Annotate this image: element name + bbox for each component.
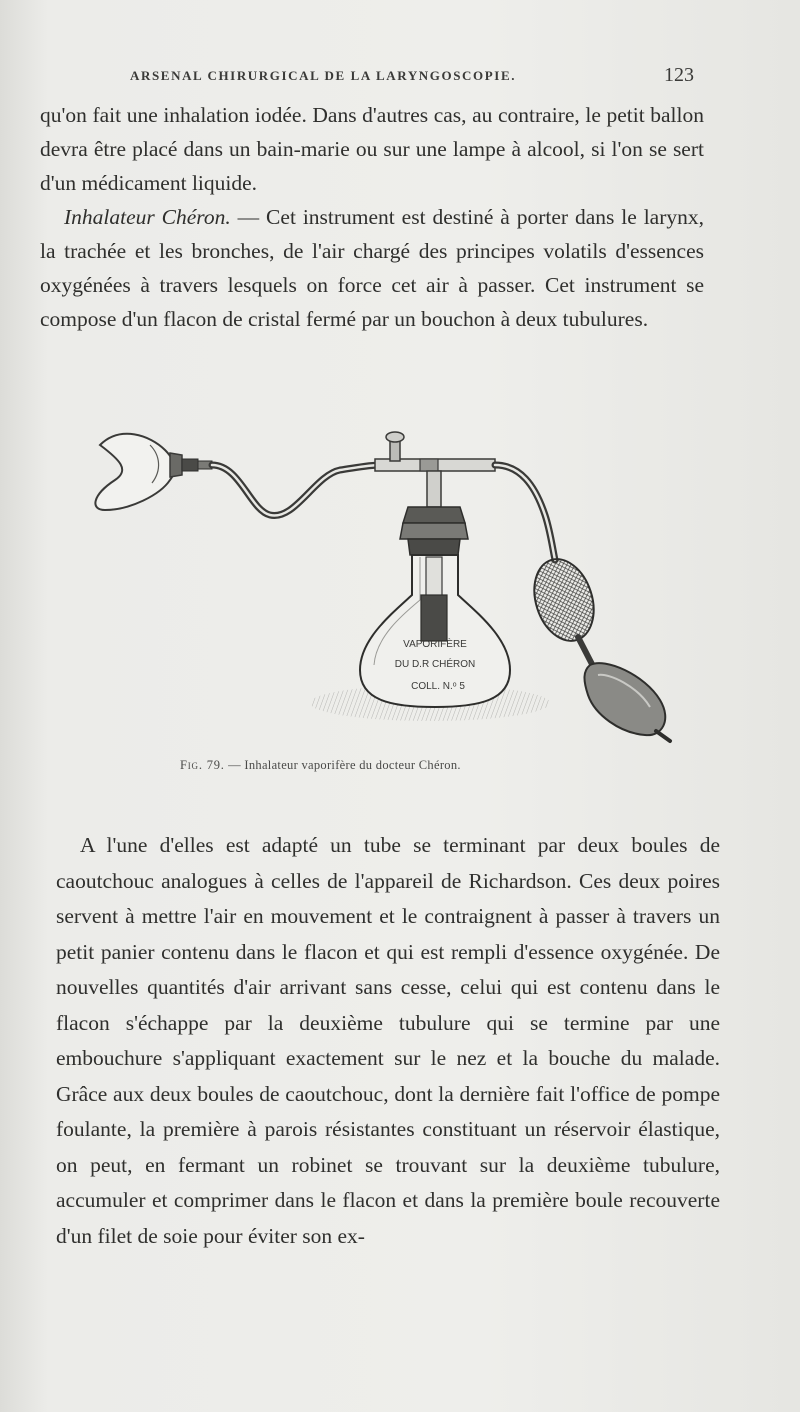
mouthpiece	[95, 434, 212, 510]
inhaler-engraving	[90, 415, 690, 755]
page-header	[130, 64, 700, 88]
pump-bulb	[584, 663, 670, 741]
inhalateur-title: Inhalateur Chéron.	[64, 205, 231, 229]
mesh-reservoir-bulb	[524, 551, 603, 670]
bottle-stopper	[400, 471, 468, 555]
bottom-text-block	[56, 828, 720, 1254]
bottle-label-line3: COLL. N.ᵒ 5	[411, 681, 465, 692]
figure-number: Fig. 79.	[180, 758, 225, 772]
figure-inhaler-illustration	[90, 415, 690, 755]
top-text-block	[40, 98, 704, 336]
figure-caption	[180, 758, 660, 773]
inhalateur-paragraph	[40, 200, 704, 336]
inhalateur-body: — Cet instrument est destiné à porter dans le larynx, la trachée et les bronches, de l'air chargé des principes volatils d'essences oxygénées à travers lesquels on force cet air à passer. Cet instrument se compose d'un flacon de cristal fermé par un bouchon à deux tubulures.	[40, 205, 704, 331]
glass-flask	[360, 555, 510, 707]
body-paragraph: A l'une d'elles est adapté un tube se terminant par deux boules de caoutchouc analogues à celles de l'appareil de Richardson. Ces deux poires servent à mettre l'air en mouvement et le contraignent à passer à travers un petit panier contenu dans le flacon et qui est rempli d'essence oxygénée. De nouvelles quantités d'air arrivant sans cesse, celui qui est contenu dans le flacon s'échappe par la deuxième tubulure qui se termine par une embouchure s'appliquant exactement sur le nez et la bouche du malade. Grâce aux deux boules de caoutchouc, dont la dernière fait l'office de pompe foulante, la première à parois résistantes constituant un réservoir élastique, on peut, en fermant un robinet se trouvant sur la deuxième tubulure, accumuler et comprimer dans le flacon et dans la première boule recouverte d'un filet de soie pour éviter son ex-	[56, 833, 720, 1248]
valve-tap	[375, 432, 495, 471]
continuation-paragraph: qu'on fait une inhalation iodée. Dans d'autres cas, au contraire, le petit ballon devra être placé dans un bain-marie ou sur une lampe à alcool, si l'on se sert d'un médicament liquide.	[40, 103, 704, 195]
bottle-label-line2: DU D.R CHÉRON	[394, 659, 476, 670]
figure-caption-text: — Inhalateur vaporifère du docteur Chéron.	[224, 758, 461, 772]
page-number: 123	[664, 64, 694, 86]
bottle-label-line1: VAPORIFÈRE	[403, 639, 467, 650]
running-head: ARSENAL CHIRURGICAL DE LA LARYNGOSCOPIE.	[130, 68, 517, 83]
tube-left	[212, 465, 380, 516]
